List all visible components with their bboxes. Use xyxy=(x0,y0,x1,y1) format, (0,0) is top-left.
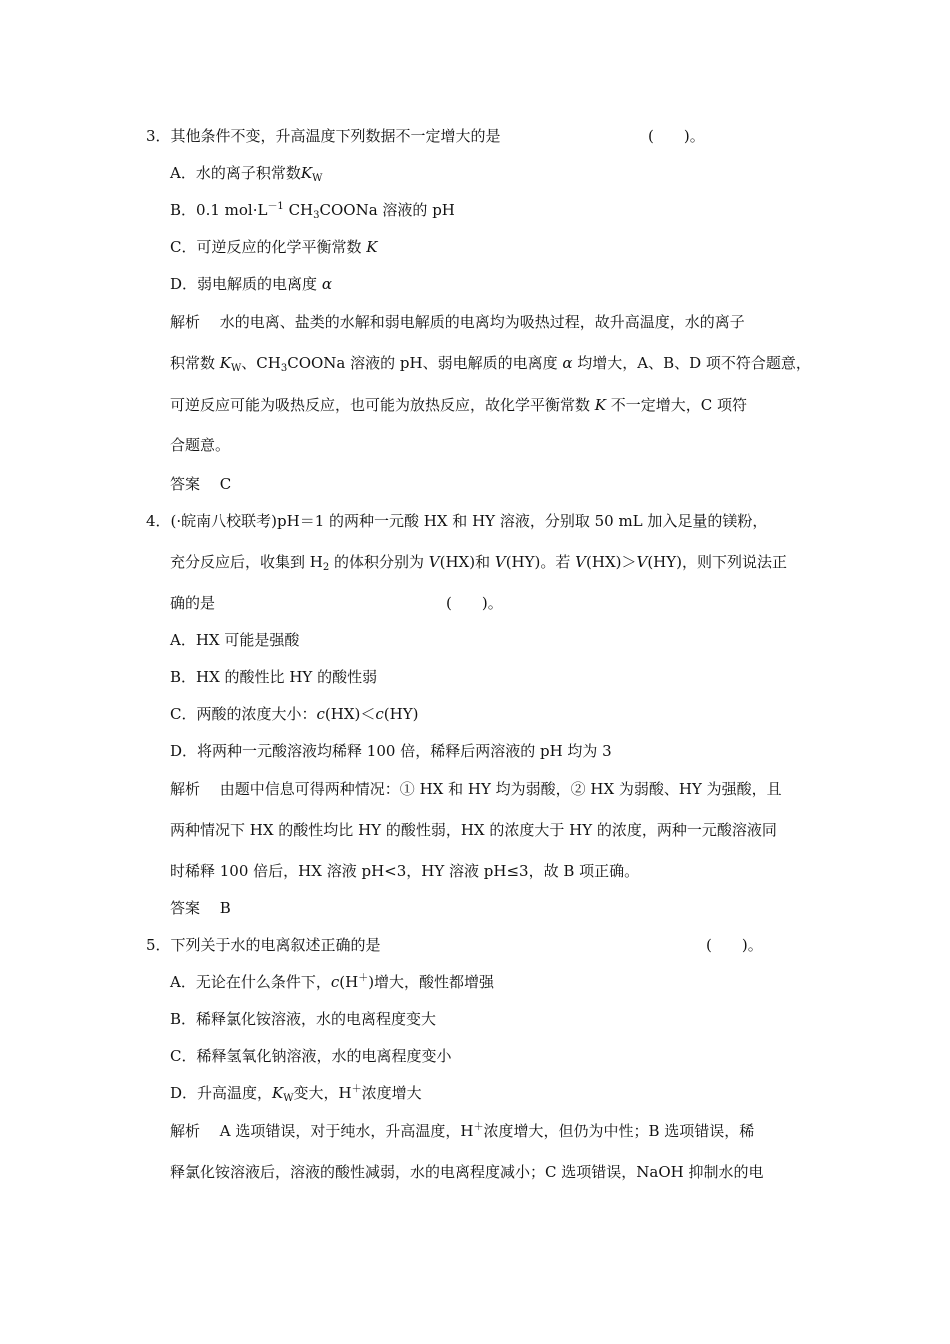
answer-value: B xyxy=(219,899,231,917)
question-5-stem: 5．下列关于水的电离叙述正确的是 xyxy=(146,936,381,954)
analysis-line: 合题意。 xyxy=(170,436,231,454)
analysis-line: 释氯化铵溶液后，溶液的酸性减弱，水的电离程度减小；C 选项错误，NaOH 抑制水的电 xyxy=(170,1163,764,1181)
analysis: 解析 由题中信息可得两种情况：① HX 和 HY 均为弱酸，② HX 为弱酸、HY 为强酸，且 xyxy=(170,780,782,798)
question-4-stem-line: 充分反应后，收集到 $H_2$ 的体积分别为 V(HX)和 V(HY)。若 V(HX)＞V(HY)，则下列说法正 xyxy=(170,553,788,573)
analysis-line: 积常数 $K_W$、$CH_3COONa$ 溶液的 pH、弱电解质的电离度 α 均增大，A、B、D 项不符合题意， xyxy=(170,354,811,374)
analysis-line: 可逆反应可能为吸热反应，也可能为放热反应，故化学平衡常数 K 不一定增大，C 项符 xyxy=(170,396,748,414)
option-d: D．将两种一元酸溶液均稀释 100 倍，稀释后两溶液的 pH 均为 3 xyxy=(170,742,612,760)
option-a: A．无论在什么条件下，c(H＋)增大，酸性都增强 xyxy=(170,973,495,991)
analysis-label: 解析 xyxy=(170,780,201,798)
analysis-line: 时稀释 100 倍后，HX 溶液 pH<3，HY 溶液 pH≤3，故 B 项正确。 xyxy=(170,862,640,880)
question-4-stem: 4．(·皖南八校联考)pH＝1 的两种一元酸 HX 和 HY 溶液，分别取 50 mL 加入足量的镁粉， xyxy=(146,512,768,530)
analysis-label: 解析 xyxy=(170,1122,201,1140)
option-c: C．稀释氢氧化钠溶液，水的电离程度变小 xyxy=(170,1047,452,1065)
option-a: A．HX 可能是强酸 xyxy=(170,631,300,649)
answer-blank: ( )。 xyxy=(706,936,763,954)
option-b: B．0.1 $mol\cdot L^{-1}$ $CH_3COONa$ 溶液的 pH xyxy=(170,201,455,221)
question-number: 4． xyxy=(146,512,171,530)
option-b: B．HX 的酸性比 HY 的酸性弱 xyxy=(170,668,378,686)
answer xyxy=(170,898,231,918)
option-d: D．升高温度，$K_W$变大，H＋浓度增大 xyxy=(170,1084,422,1104)
option-b: B．稀释氯化铵溶液，水的电离程度变大 xyxy=(170,1010,437,1028)
answer-blank: ( )。 xyxy=(446,594,503,612)
analysis-label: 解析 xyxy=(170,313,201,331)
option-c: C．两酸的浓度大小：c(HX)＜c(HY) xyxy=(170,705,419,723)
question-number: 5． xyxy=(146,936,171,954)
option-a: A．水的离子积常数$K_W$ xyxy=(170,164,323,184)
question-number: 3． xyxy=(146,127,171,145)
answer-label: 答案 xyxy=(170,899,201,917)
option-d: D．弱电解质的电离度 α xyxy=(170,275,332,293)
answer-value: C xyxy=(219,475,232,493)
analysis: 解析 A 选项错误，对于纯水，升高温度，H＋浓度增大，但仍为中性；B 选项错误，稀 xyxy=(170,1122,755,1140)
answer xyxy=(170,474,231,494)
question-4-stem-line: 确的是 xyxy=(170,594,216,612)
question-3-stem xyxy=(146,126,501,146)
answer-blank: ( )。 xyxy=(648,127,705,145)
analysis: 解析 水的电离、盐类的水解和弱电解质的电离均为吸热过程，故升高温度，水的离子 xyxy=(170,313,745,331)
answer-label: 答案 xyxy=(170,475,201,493)
option-c: C．可逆反应的化学平衡常数 K xyxy=(170,238,378,256)
analysis-line: 两种情况下 HX 的酸性均比 HY 的酸性弱，HX 的浓度大于 HY 的浓度，两种一元酸溶液同 xyxy=(170,821,777,839)
question-text: 其他条件不变，升高温度下列数据不一定增大的是 xyxy=(170,127,501,145)
